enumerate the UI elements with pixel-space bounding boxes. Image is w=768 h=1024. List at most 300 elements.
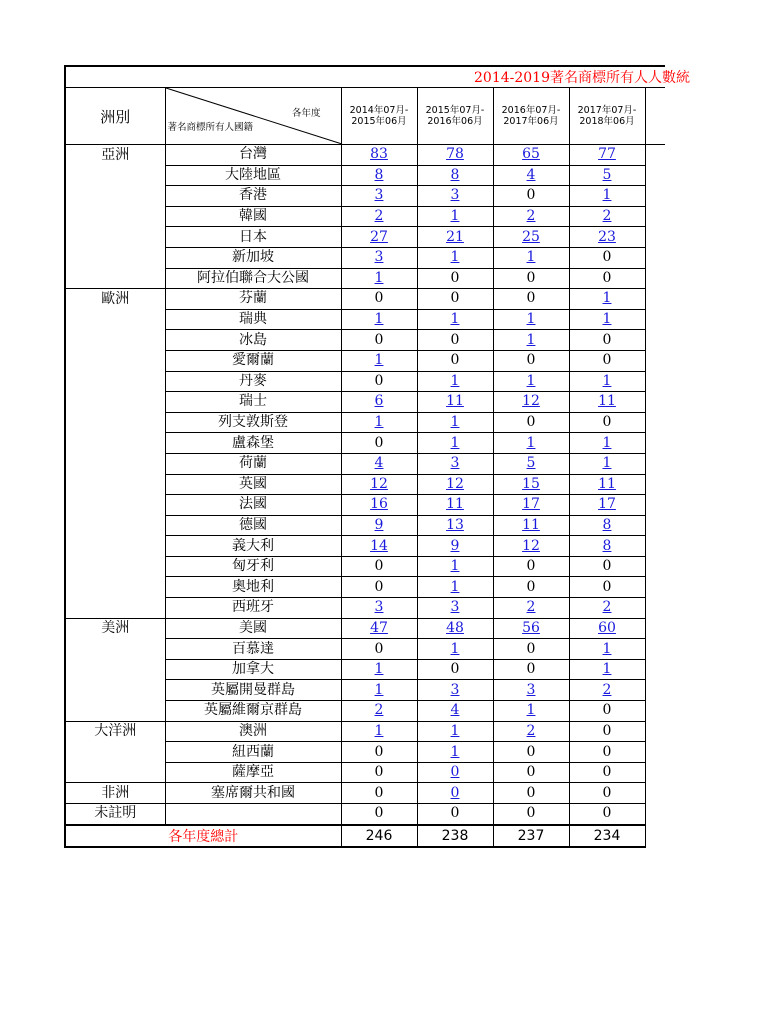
value-cell [493, 289, 569, 310]
value-link[interactable]: 65 [522, 146, 540, 163]
total-value: 238 [417, 825, 493, 847]
value-cell [341, 556, 417, 577]
value-text: 0 [526, 352, 536, 369]
value-link[interactable]: 47 [370, 619, 388, 636]
table-row [65, 474, 665, 495]
value-cell [569, 474, 645, 495]
value-link[interactable]: 83 [370, 146, 388, 163]
country-cell: 日本 [165, 227, 341, 248]
value-cell [341, 165, 417, 186]
value-cell [493, 536, 569, 557]
value-cell [341, 659, 417, 680]
value-text: 0 [602, 764, 612, 781]
value-cell [569, 680, 645, 701]
value-cell [417, 227, 493, 248]
value-text: 0 [602, 352, 612, 369]
value-text: 0 [374, 434, 384, 451]
value-link[interactable]: 1 [602, 455, 612, 472]
value-cell [493, 227, 569, 248]
value-link[interactable]: 3 [450, 455, 460, 472]
value-link[interactable]: 2 [374, 208, 384, 225]
value-link[interactable]: 12 [370, 475, 388, 492]
value-link[interactable]: 3 [374, 599, 384, 616]
value-link[interactable]: 11 [598, 393, 616, 410]
table-row [65, 330, 665, 351]
value-cell [569, 598, 645, 619]
continent-cell [65, 639, 165, 660]
country-cell: 美國 [165, 618, 341, 639]
value-text: 0 [602, 743, 612, 760]
continent-cell: 大洋洲 [65, 721, 165, 742]
continent-cell [65, 556, 165, 577]
diagonal-header [165, 88, 341, 145]
value-link[interactable]: 1 [526, 249, 536, 266]
value-link[interactable]: 21 [446, 228, 464, 245]
value-cell [341, 412, 417, 433]
value-link[interactable]: 1 [602, 187, 612, 204]
country-cell: 澳洲 [165, 721, 341, 742]
value-text: 0 [526, 764, 536, 781]
value-cell [417, 186, 493, 207]
value-link[interactable]: 13 [446, 516, 464, 533]
table-row [65, 556, 665, 577]
value-link[interactable]: 2 [526, 599, 536, 616]
value-link[interactable]: 1 [526, 331, 536, 348]
value-link[interactable]: 0 [450, 784, 460, 801]
value-link[interactable]: 11 [446, 393, 464, 410]
value-link[interactable]: 1 [450, 372, 460, 389]
value-cell [493, 145, 569, 166]
table-row [65, 453, 665, 474]
value-cell [417, 268, 493, 289]
table-row [65, 227, 665, 248]
value-link[interactable]: 2 [602, 599, 612, 616]
country-cell: 加拿大 [165, 659, 341, 680]
value-link[interactable]: 8 [450, 166, 460, 183]
value-link[interactable]: 8 [602, 516, 612, 533]
value-cell [569, 618, 645, 639]
value-link[interactable]: 2 [602, 208, 612, 225]
value-text: 0 [374, 331, 384, 348]
value-cell [341, 701, 417, 722]
continent-cell [65, 577, 165, 598]
value-link[interactable]: 3 [450, 599, 460, 616]
value-link[interactable]: 1 [450, 434, 460, 451]
value-link[interactable]: 78 [446, 146, 464, 163]
value-cell [569, 783, 645, 804]
value-cell [417, 453, 493, 474]
value-text: 0 [602, 578, 612, 595]
year-header-3: 2016年07月- 2017年06月 [493, 88, 569, 145]
continent-cell: 美洲 [65, 618, 165, 639]
value-cell [341, 742, 417, 763]
value-cell [493, 556, 569, 577]
trademark-table [64, 65, 690, 848]
value-cell [493, 474, 569, 495]
value-text: 0 [450, 290, 460, 307]
table-row [65, 309, 665, 330]
value-cell [341, 762, 417, 783]
value-cell [493, 742, 569, 763]
country-cell: 荷蘭 [165, 453, 341, 474]
value-cell [417, 680, 493, 701]
value-text: 0 [450, 661, 460, 678]
value-text: 0 [450, 269, 460, 286]
value-link[interactable]: 60 [598, 619, 616, 636]
value-text: 0 [374, 764, 384, 781]
value-link[interactable]: 1 [602, 434, 612, 451]
value-cell [417, 247, 493, 268]
spreadsheet [64, 65, 690, 848]
value-link[interactable]: 1 [374, 414, 384, 431]
value-cell [493, 392, 569, 413]
value-cell [569, 762, 645, 783]
value-text: 0 [602, 331, 612, 348]
value-cell [341, 330, 417, 351]
continent-cell [65, 165, 165, 186]
country-cell: 法國 [165, 495, 341, 516]
table-row [65, 186, 665, 207]
value-link[interactable]: 1 [526, 702, 536, 719]
sheet-title: 2014-2019著名商標所有人人數統 [474, 70, 690, 86]
year-header-2: 2015年07月- 2016年06月 [417, 88, 493, 145]
continent-cell [65, 330, 165, 351]
value-cell [341, 145, 417, 166]
value-link[interactable]: 1 [602, 372, 612, 389]
value-link[interactable]: 2 [526, 722, 536, 739]
value-text: 0 [450, 805, 460, 822]
value-link[interactable]: 1 [374, 352, 384, 369]
value-link[interactable]: 77 [598, 146, 616, 163]
total-label: 各年度總計 [168, 828, 239, 845]
value-cell [341, 474, 417, 495]
continent-cell: 非洲 [65, 783, 165, 804]
value-link[interactable]: 17 [598, 496, 616, 513]
value-link[interactable]: 2 [602, 681, 612, 698]
value-cell [569, 186, 645, 207]
value-link[interactable]: 1 [374, 681, 384, 698]
value-cell [569, 392, 645, 413]
value-cell [569, 247, 645, 268]
value-link[interactable]: 1 [374, 269, 384, 286]
continent-cell [65, 536, 165, 557]
value-link[interactable]: 1 [450, 722, 460, 739]
table-row [65, 742, 665, 763]
value-link[interactable]: 27 [370, 228, 388, 245]
value-cell [569, 536, 645, 557]
value-text: 0 [526, 187, 536, 204]
country-cell: 瑞士 [165, 392, 341, 413]
value-text: 0 [526, 784, 536, 801]
value-link[interactable]: 1 [526, 434, 536, 451]
value-link[interactable]: 17 [522, 496, 540, 513]
value-cell [417, 433, 493, 454]
total-value: 234 [569, 825, 645, 847]
table-row [65, 639, 665, 660]
year-header-1: 2014年07月- 2015年06月 [341, 88, 417, 145]
value-cell [493, 371, 569, 392]
value-link[interactable]: 1 [602, 661, 612, 678]
value-cell [493, 577, 569, 598]
value-cell [417, 783, 493, 804]
country-cell: 愛爾蘭 [165, 350, 341, 371]
value-link[interactable]: 11 [446, 496, 464, 513]
value-cell [569, 433, 645, 454]
value-cell [341, 371, 417, 392]
value-link[interactable]: 9 [450, 537, 460, 554]
value-link[interactable]: 48 [446, 619, 464, 636]
value-link[interactable]: 1 [450, 208, 460, 225]
value-cell [417, 350, 493, 371]
value-link[interactable]: 16 [370, 496, 388, 513]
value-cell [341, 186, 417, 207]
table-row [65, 659, 665, 680]
country-cell: 英屬維爾京群島 [165, 701, 341, 722]
country-cell: 韓國 [165, 206, 341, 227]
value-link[interactable]: 3 [526, 681, 536, 698]
value-text: 0 [602, 414, 612, 431]
value-link[interactable]: 3 [374, 187, 384, 204]
value-cell [417, 598, 493, 619]
value-link[interactable]: 11 [522, 516, 540, 533]
value-cell [493, 618, 569, 639]
value-text: 0 [374, 290, 384, 307]
value-link[interactable]: 1 [526, 311, 536, 328]
value-cell [569, 495, 645, 516]
table-row [65, 515, 665, 536]
value-link[interactable]: 9 [374, 516, 384, 533]
value-link[interactable]: 1 [450, 640, 460, 657]
country-cell [165, 804, 341, 825]
value-link[interactable]: 3 [450, 681, 460, 698]
value-text: 0 [602, 702, 612, 719]
country-cell: 薩摩亞 [165, 762, 341, 783]
value-cell [569, 268, 645, 289]
title-row [65, 66, 665, 88]
value-text: 0 [526, 805, 536, 822]
value-link[interactable]: 5 [526, 455, 536, 472]
total-value: 246 [341, 825, 417, 847]
table-row [65, 433, 665, 454]
value-cell [569, 515, 645, 536]
value-cell [417, 659, 493, 680]
value-text: 0 [602, 784, 612, 801]
value-link[interactable]: 23 [598, 228, 616, 245]
value-link[interactable]: 12 [522, 537, 540, 554]
value-link[interactable]: 4 [374, 455, 384, 472]
value-link[interactable]: 12 [522, 393, 540, 410]
value-cell [493, 309, 569, 330]
continent-cell: 未註明 [65, 804, 165, 825]
total-value: 237 [493, 825, 569, 847]
value-cell [569, 639, 645, 660]
value-text: 0 [602, 249, 612, 266]
value-text: 0 [374, 558, 384, 575]
continent-cell [65, 515, 165, 536]
value-cell [341, 804, 417, 825]
value-link[interactable]: 1 [374, 661, 384, 678]
continent-cell [65, 309, 165, 330]
value-link[interactable]: 1 [526, 372, 536, 389]
country-cell: 義大利 [165, 536, 341, 557]
country-cell: 英國 [165, 474, 341, 495]
value-cell [493, 659, 569, 680]
value-cell [417, 742, 493, 763]
value-link[interactable]: 1 [450, 558, 460, 575]
country-cell: 匈牙利 [165, 556, 341, 577]
value-link[interactable]: 1 [450, 578, 460, 595]
value-link[interactable]: 3 [450, 187, 460, 204]
country-cell: 香港 [165, 186, 341, 207]
value-cell [569, 577, 645, 598]
value-text: 0 [450, 331, 460, 348]
value-cell [417, 515, 493, 536]
value-text: 0 [374, 578, 384, 595]
country-cell: 西班牙 [165, 598, 341, 619]
country-cell: 大陸地區 [165, 165, 341, 186]
continent-cell [65, 392, 165, 413]
table-row [65, 392, 665, 413]
value-text: 0 [526, 640, 536, 657]
value-cell [569, 165, 645, 186]
value-link[interactable]: 56 [522, 619, 540, 636]
diag-top-label: 各年度 [291, 108, 321, 119]
value-text: 0 [526, 743, 536, 760]
continent-cell [65, 598, 165, 619]
continent-cell [65, 350, 165, 371]
value-link[interactable]: 1 [450, 743, 460, 760]
continent-cell [65, 371, 165, 392]
continent-cell [65, 268, 165, 289]
value-text: 0 [602, 805, 612, 822]
table-row [65, 206, 665, 227]
value-link[interactable]: 1 [374, 311, 384, 328]
value-cell [341, 639, 417, 660]
value-cell [569, 309, 645, 330]
value-text: 0 [374, 743, 384, 760]
value-text: 0 [526, 290, 536, 307]
value-link[interactable]: 1 [374, 722, 384, 739]
value-cell [341, 247, 417, 268]
value-link[interactable]: 11 [598, 475, 616, 492]
value-cell [569, 412, 645, 433]
continent-header: 洲別 [65, 88, 165, 145]
value-cell [493, 453, 569, 474]
country-cell: 德國 [165, 515, 341, 536]
value-link[interactable]: 12 [446, 475, 464, 492]
value-cell [569, 330, 645, 351]
value-cell [569, 804, 645, 825]
continent-cell: 亞洲 [65, 145, 165, 166]
value-link[interactable]: 6 [374, 393, 384, 410]
value-cell [493, 701, 569, 722]
value-link[interactable]: 1 [450, 414, 460, 431]
continent-cell [65, 659, 165, 680]
value-cell [417, 701, 493, 722]
value-link[interactable]: 1 [602, 640, 612, 657]
value-link[interactable]: 4 [526, 166, 536, 183]
value-cell [493, 804, 569, 825]
country-cell: 芬蘭 [165, 289, 341, 310]
value-cell [493, 639, 569, 660]
value-cell [417, 289, 493, 310]
country-cell: 新加坡 [165, 247, 341, 268]
value-cell [493, 206, 569, 227]
value-link[interactable]: 1 [450, 249, 460, 266]
country-cell: 紐西蘭 [165, 742, 341, 763]
value-cell [341, 206, 417, 227]
value-cell [341, 433, 417, 454]
value-cell [569, 742, 645, 763]
value-link[interactable]: 5 [602, 166, 612, 183]
continent-cell [65, 186, 165, 207]
value-cell [341, 350, 417, 371]
value-link[interactable]: 2 [374, 702, 384, 719]
value-link[interactable]: 4 [450, 702, 460, 719]
value-link[interactable]: 2 [526, 208, 536, 225]
value-cell [341, 309, 417, 330]
value-cell [417, 556, 493, 577]
value-cell [341, 783, 417, 804]
value-cell [569, 227, 645, 248]
country-cell: 奧地利 [165, 577, 341, 598]
year-header-4: 2017年07月- 2018年06月 [569, 88, 645, 145]
value-cell [569, 659, 645, 680]
continent-cell [65, 453, 165, 474]
continent-cell [65, 227, 165, 248]
country-cell: 盧森堡 [165, 433, 341, 454]
continent-cell [65, 680, 165, 701]
table-row [65, 350, 665, 371]
value-link[interactable]: 15 [522, 475, 540, 492]
value-link[interactable]: 3 [374, 249, 384, 266]
table-row [65, 680, 665, 701]
value-cell [341, 227, 417, 248]
value-cell [493, 247, 569, 268]
value-cell [417, 371, 493, 392]
value-cell [569, 289, 645, 310]
header-row [65, 88, 665, 145]
value-cell [417, 145, 493, 166]
country-cell: 英屬開曼群島 [165, 680, 341, 701]
continent-cell [65, 433, 165, 454]
table-row [65, 598, 665, 619]
value-cell [569, 206, 645, 227]
diag-bottom-label: 著名商標所有人國籍 [167, 122, 254, 133]
value-text: 0 [374, 805, 384, 822]
table-row [65, 762, 665, 783]
value-link[interactable]: 1 [602, 290, 612, 307]
value-link[interactable]: 1 [450, 311, 460, 328]
value-link[interactable]: 14 [370, 537, 388, 554]
country-cell: 塞席爾共和國 [165, 783, 341, 804]
value-cell [417, 721, 493, 742]
value-link[interactable]: 8 [374, 166, 384, 183]
value-cell [493, 268, 569, 289]
value-link[interactable]: 25 [522, 228, 540, 245]
value-text: 0 [374, 372, 384, 389]
value-cell [493, 598, 569, 619]
table-row [65, 783, 665, 804]
value-cell [493, 515, 569, 536]
value-text: 0 [526, 414, 536, 431]
value-link[interactable]: 8 [602, 537, 612, 554]
value-cell [417, 392, 493, 413]
value-cell [493, 412, 569, 433]
table-row [65, 495, 665, 516]
value-link[interactable]: 1 [602, 311, 612, 328]
value-link[interactable]: 0 [450, 764, 460, 781]
